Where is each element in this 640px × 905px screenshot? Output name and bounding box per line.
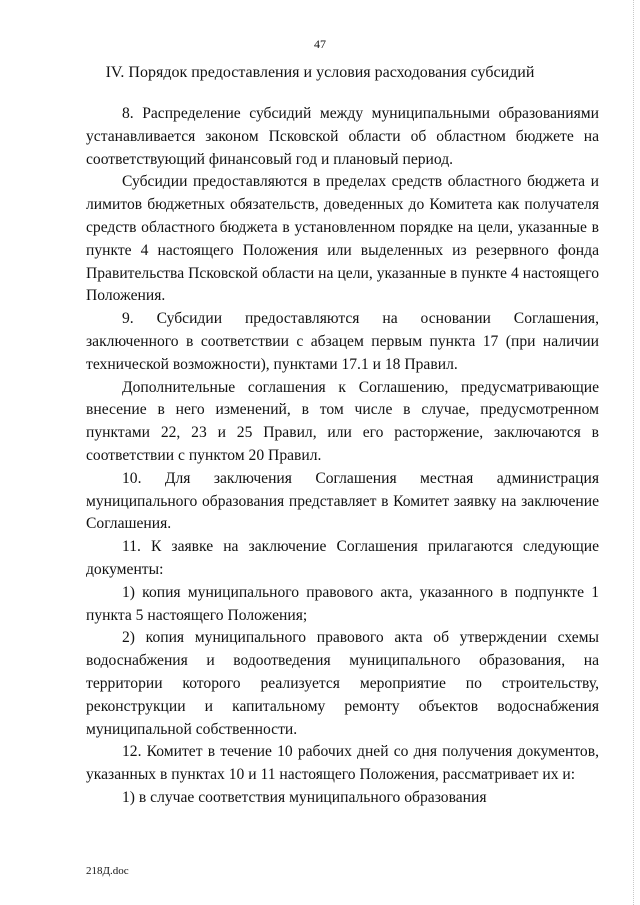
paragraph-9: 9. Субсидии предоставляются на основании Соглашения, заключенного в соответствии с абзацем первым пункта 17 (при наличии технической возможности), пунктами 17.1 и 18 Правил. [86, 310, 599, 373]
paragraph-8: 8. Распределение субсидий между муниципальными образованиями устанавливается законом Псковской области об областном бюджете на соответствующий финансовый год и плановый период. [86, 105, 599, 168]
page-number: 47 [314, 37, 326, 51]
paragraph-additional-agreements: Дополнительные соглашения к Соглашению, предусматривающие внесение в него изменений, в том числе в случае, предусмотренном пунктами 22, 23 и 25 Правил, или его расторжение, заключаются в соответствии с пунктом 20 Правил. [86, 378, 599, 464]
page-edge [633, 0, 634, 905]
paragraph-11-item-2: 2) копия муниципального правового акта об утверждении схемы водоснабжения и водоотведения муниципального образования, на территории которого реализуется мероприятие по строительству, реконструкции и капитальному ремонту объектов водоснабжения муниципальной собственности. [86, 629, 599, 738]
footer-filename: 218Д.doc [86, 865, 129, 877]
body-text [86, 103, 599, 810]
paragraph-12-item-1: 1) в случае соответствия муниципального образования [122, 788, 487, 806]
paragraph-12: 12. Комитет в течение 10 рабочих дней со дня получения документов, указанных в пунктах 10 и 11 настоящего Положения, рассматривает их и: [86, 743, 599, 784]
paragraph-subsidies-limits: Субсидии предоставляются в пределах средств областного бюджета и лимитов бюджетных обязательств, доведенных до Комитета как получателя средств областного бюджета в установленном порядке на цели, указанные в пункте 4 настоящего Положения или выделенных из резервного фонда Правительства Псковской области на цели, указанные в пункте 4 настоящего Положения. [86, 173, 599, 305]
paragraph-10: 10. Для заключения Соглашения местная администрация муниципального образования представляет в Комитет заявку на заключение Соглашения. [86, 469, 599, 533]
paragraph-11-item-1: 1) копия муниципального правового акта, указанного в подпункте 1 пункта 5 настоящего Положения; [86, 583, 599, 624]
paragraph-11: 11. К заявке на заключение Соглашения прилагаются следующие документы: [86, 538, 599, 578]
section-title: IV. Порядок предоставления и условия расходования субсидий [105, 64, 535, 81]
